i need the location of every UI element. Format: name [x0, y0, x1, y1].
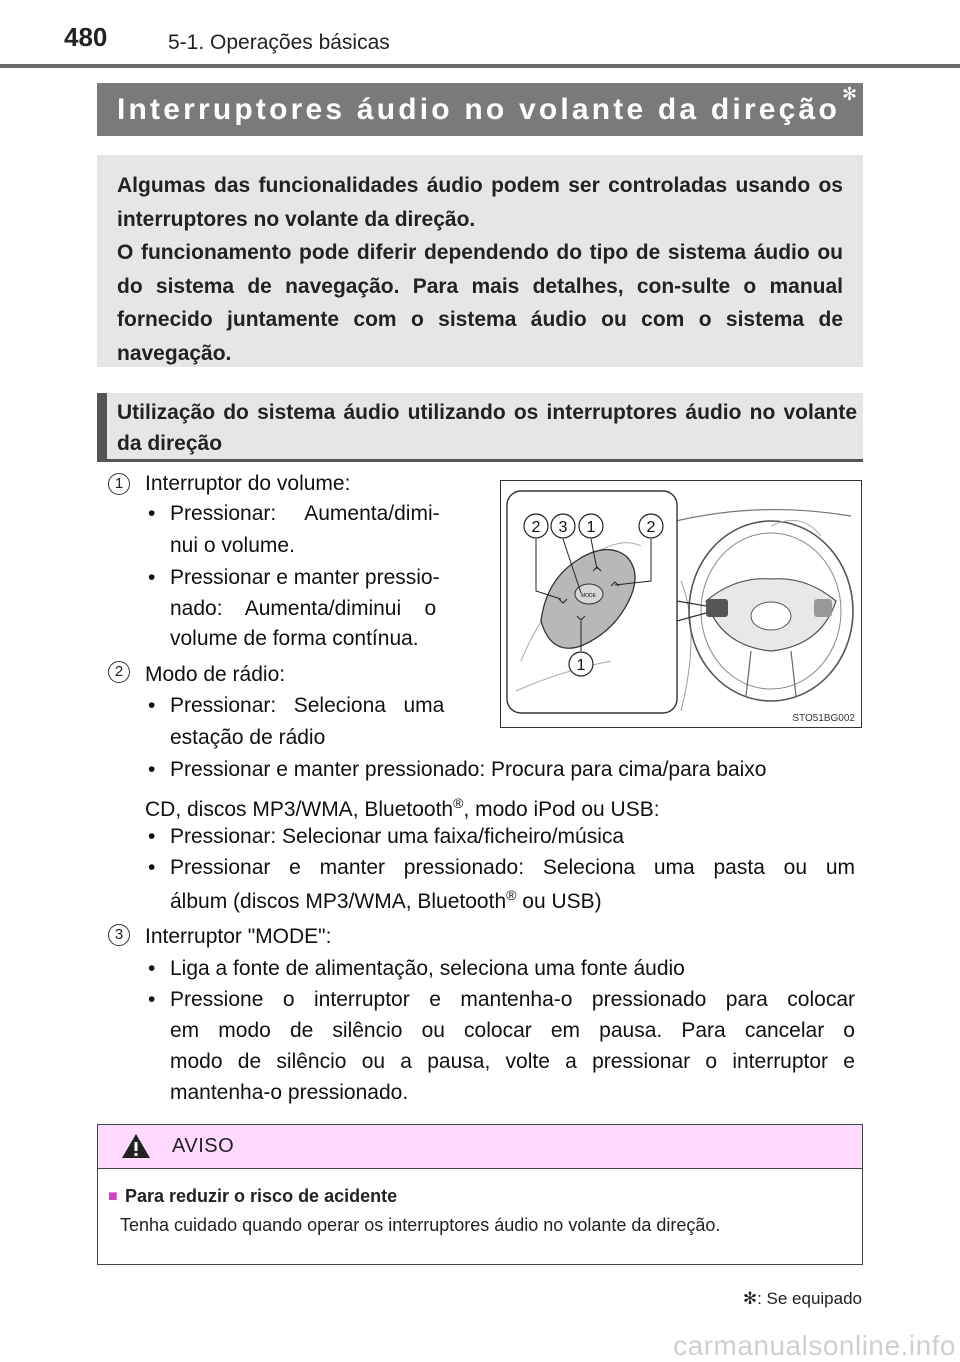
item-2-bullet-4-line-1: Pressionar e manter pressionado: Seleciona uma pasta ou um	[170, 856, 855, 879]
bullet-4-part-1: álbum (discos MP3/WMA, Bluetooth	[170, 890, 507, 913]
intro-box	[97, 155, 863, 367]
intro-paragraph-1: Algumas das funcionalidades áudio podem ser controladas usando os interruptores no volante da direção.	[117, 174, 843, 231]
bullet: •	[148, 988, 156, 1011]
intro-paragraph-2: O funcionamento pode diferir dependendo do tipo de sistema áudio ou do sistema de navegação. Para mais detalhes, con-sulte o manual fornecido juntamente com o sistema áudio ou com o sistema de navegação.	[117, 241, 843, 365]
header-rule	[0, 64, 960, 68]
footnote-mark: ✻	[742, 1289, 758, 1308]
item-2-bullet-2: Pressionar e manter pressionado: Procura para cima/para baixo	[170, 758, 767, 781]
section-title: 5-1. Operações básicas	[168, 31, 390, 54]
callout-1-top	[579, 514, 603, 538]
cd-heading-part-2: , modo iPod ou USB:	[463, 798, 660, 821]
item-1-title: Interruptor do volume:	[145, 472, 351, 495]
footnote-text: : Se equipado	[757, 1289, 862, 1308]
callout-3	[551, 514, 575, 538]
callout-label: 1	[576, 657, 586, 674]
item-3-bullet-1: Liga a fonte de alimentação, seleciona uma fonte áudio	[170, 957, 685, 980]
cd-heading-part-1: CD, discos MP3/WMA, Bluetooth	[145, 798, 454, 821]
callout-2-right	[639, 514, 663, 538]
warning-title: Para reduzir o risco de acidente	[125, 1186, 398, 1206]
warning-box	[97, 1124, 863, 1265]
bullet: •	[148, 856, 156, 879]
callout-label: 3	[558, 519, 568, 536]
figure-code: STO51BG002	[792, 713, 855, 724]
warning-square-icon: ■	[108, 1188, 118, 1205]
item-number-1: 1	[108, 473, 130, 495]
item-3-title: Interruptor "MODE":	[145, 925, 332, 948]
callout-label: 1	[586, 519, 596, 536]
callout-label: 2	[646, 519, 656, 536]
bullet: •	[148, 502, 156, 525]
warning-header	[98, 1125, 862, 1169]
steering-switch-illustration	[501, 481, 860, 726]
item-2-title: Modo de rádio:	[145, 663, 286, 686]
item-2-cd-heading	[145, 795, 660, 822]
warning-label: AVISO	[172, 1135, 235, 1157]
item-1-bullet-1-line-2: nui o volume.	[170, 534, 295, 557]
item-1-bullet-2-line-3: volume de forma contínua.	[170, 627, 419, 650]
subheading: Utilização do sistema áudio utilizando os interruptores áudio no volante da direção	[117, 401, 857, 455]
warning-triangle-icon	[120, 1132, 152, 1160]
item-1-bullet-2-line-2: nado: Aumenta/diminui o	[170, 597, 437, 620]
bullet: •	[148, 758, 156, 781]
item-1-bullet-1-line-1: Pressionar: Aumenta/dimi-	[170, 502, 440, 525]
item-2-bullet-3: Pressionar: Selecionar uma faixa/ficheiro/música	[170, 825, 625, 848]
item-1-bullet-2-line-1: Pressionar e manter pressio-	[170, 566, 440, 589]
page-title-text: Interruptores áudio no volante da direção	[117, 93, 840, 126]
item-3-bullet-2-line-2: em modo de silêncio ou colocar em pausa. Para cancelar o	[170, 1019, 855, 1042]
steering-switch-figure	[500, 480, 862, 728]
callout-1-bottom	[569, 652, 593, 676]
bullet: •	[148, 957, 156, 980]
title-bar	[97, 83, 863, 136]
registered-mark: ®	[506, 887, 517, 903]
item-3-bullet-2-line-4: mantenha-o pressionado.	[170, 1081, 409, 1104]
footnote	[743, 1289, 862, 1309]
item-3-bullet-2-line-1: Pressione o interruptor e mantenha-o pressionado para colocar	[170, 988, 855, 1011]
bullet: •	[148, 566, 156, 589]
equipped-mark: ✻	[841, 84, 858, 104]
bullet: •	[148, 825, 156, 848]
callout-label: 2	[531, 519, 541, 536]
page-number: 480	[64, 22, 108, 52]
switch-location-marker	[706, 599, 728, 617]
registered-mark: ®	[453, 795, 464, 811]
warning-text: Tenha cuidado quando operar os interruptores áudio no volante da direção.	[120, 1215, 721, 1235]
item-number-2: 2	[108, 661, 130, 683]
item-2-bullet-1-line-2: estação de rádio	[170, 726, 326, 749]
subheading-bar	[97, 393, 107, 459]
item-2-bullet-4-line-2	[170, 887, 602, 914]
mode-button-label: MODE	[581, 593, 596, 599]
bullet-4-part-2: ou USB)	[516, 890, 602, 913]
watermark: carmanualsonline.info	[673, 1330, 956, 1361]
item-number-3: 3	[108, 924, 130, 946]
item-2-bullet-1-line-1: Pressionar: Seleciona uma	[170, 694, 445, 717]
item-3-bullet-2-line-3: modo de silêncio ou a pausa, volte a pressionar o interruptor e	[170, 1050, 855, 1073]
bullet: •	[148, 694, 156, 717]
subheading-box	[97, 393, 863, 462]
callout-2-left	[524, 514, 548, 538]
page-title	[117, 84, 858, 127]
